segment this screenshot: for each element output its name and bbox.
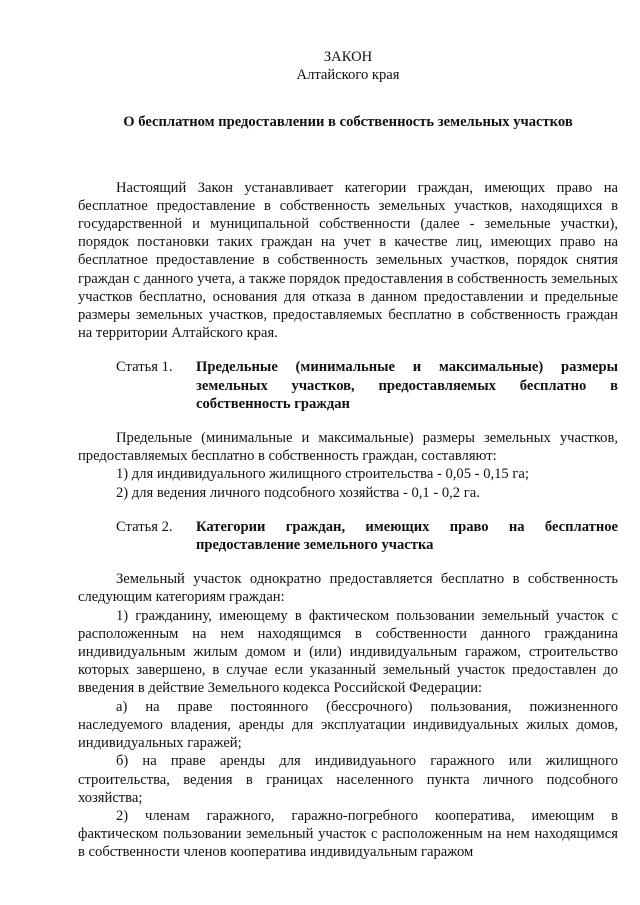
article-2-item-2: 2) членам гаражного, гаражно-погребного кооператива, имеющим в фактическом пользовании земельный участок с расположенным на нем находящимся в собственности членов кооператива индивидуальным гаражом: [78, 807, 618, 861]
article-2-item-1a: а) на праве постоянного (бессрочного) пользования, пожизненного наследуемого владения, аренды для эксплуатации индивидуальных жилых домов, индивидуальных гаражей;: [78, 698, 618, 752]
article-2-title: Категории граждан, имеющих право на бесплатное предоставление земельного участка: [196, 518, 618, 554]
article-1-item-2: 2) для ведения личного подсобного хозяйства - 0,1 - 0,2 га.: [116, 484, 480, 501]
article-1-item-1: 1) для индивидуального жилищного строительства - 0,05 - 0,15 га;: [116, 466, 529, 483]
intro-paragraph: Настоящий Закон устанавливает категории граждан, имеющих право на бесплатное предоставление в собственность земельных участков, находящихся в государственной и муниципальной собственности (далее - земельные участки), порядок постановки таких граждан на учет в качестве лиц, имеющих право на бесплатное предоставление в собственность земельных участков, порядок снятия граждан с данного учета, а также порядок предоставления в собственность земельных участков бесплатно, основания для отказа в данном предоставлении и предельные размеры земельных участков, предоставляемых бесплатно в собственность граждан на территории Алтайского края.: [78, 179, 618, 342]
article-1-text: Предельные (минимальные и максимальные) размеры земельных участков, предоставляемых бесплатно в собственность граждан, составляют:: [78, 430, 618, 465]
article-2-item-1: 1) гражданину, имеющему в фактическом пользовании земельный участок с расположенным на нем находящимся в собственности данного гражданина индивидуальным жилым домом и (или) индивидуальным гаражом, строительство которых завершено, в случае если указанный земельный участок предоставлен до введения в действие Земельного кодекса Российской Федерации:: [78, 607, 618, 697]
article-2-label: Статья 2.: [116, 518, 173, 535]
article-1-label: Статья 1.: [116, 359, 173, 376]
article-1-heading: [78, 358, 618, 413]
article-1-title: Предельные (минимальные и максимальные) размеры земельных участков, предоставляемых бесплатно в собственность граждан: [196, 359, 618, 412]
law-heading: ЗАКОН: [323, 49, 373, 65]
article-2-text: Земельный участок однократно предоставляется бесплатно в собственность следующим категориям граждан:: [78, 571, 618, 606]
law-region: Алтайского края: [296, 67, 400, 84]
article-2-item-1b: б) на праве аренды для индивидуаьного гаражного или жилищного строительства, ведения в границах населенного пункта личного подсобного хозяйства;: [78, 753, 618, 806]
article-2-heading: [78, 518, 618, 554]
document-title: О бесплатном предоставлении в собственность земельных участков: [123, 114, 573, 131]
